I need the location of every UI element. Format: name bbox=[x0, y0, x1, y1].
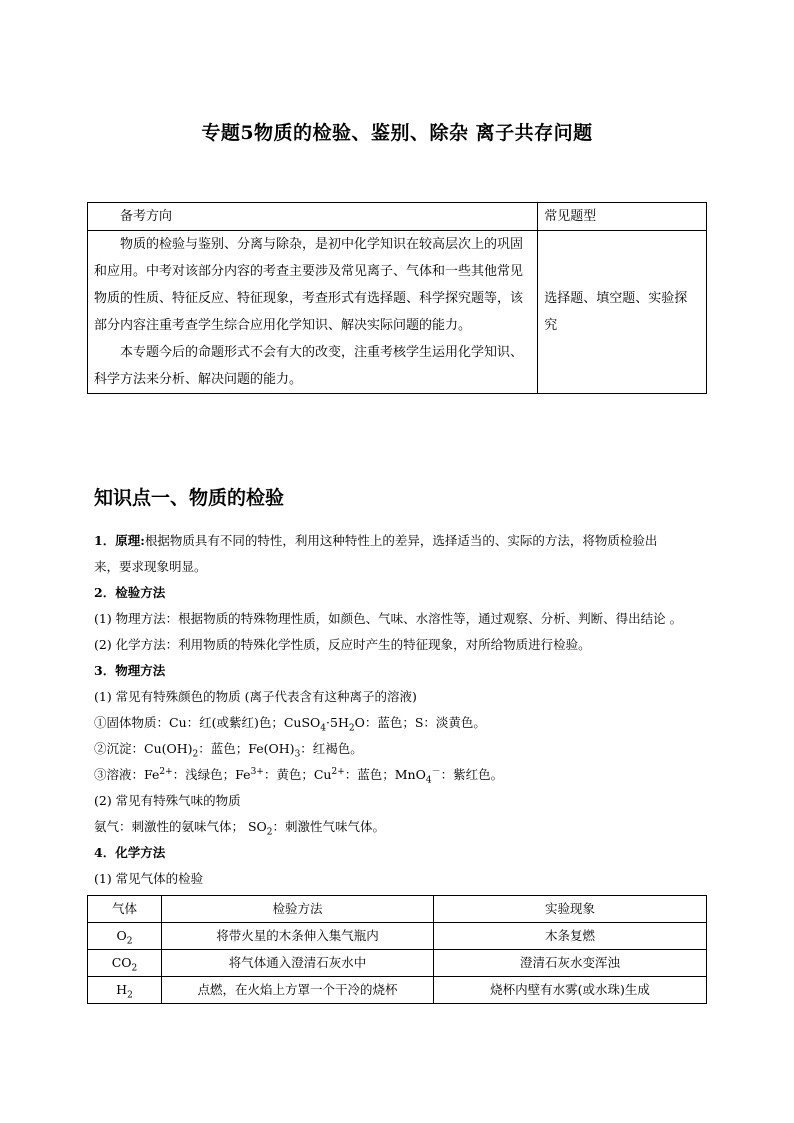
result-cell: 木条复燃 bbox=[434, 923, 707, 950]
gas-cell bbox=[88, 977, 162, 1004]
gas-cell bbox=[88, 923, 162, 950]
subscript: 2 bbox=[126, 936, 133, 947]
colored-substances-line: (1) 常见有特殊颜色的物质 (离子代表含有这种离子的溶液) bbox=[94, 689, 417, 704]
text-span: ③溶液：Fe bbox=[94, 767, 160, 782]
gas-formula: CO bbox=[111, 955, 132, 970]
page-title: 专题5物质的检验、鉴别、除杂 离子共存问题 bbox=[201, 122, 593, 144]
overview-table bbox=[87, 202, 707, 394]
text-span: ：紫红色。 bbox=[440, 767, 504, 782]
gas-cell bbox=[88, 950, 162, 977]
principle-line bbox=[94, 528, 714, 554]
text-span: ：刺激性气味气体。 bbox=[272, 819, 386, 834]
direction-paragraph-2: 本专题今后的命题形式不会有大的改变，注重考核学生运用化学知识、科学方法来分析、解决问题的能力。 bbox=[94, 345, 524, 387]
odor-substances-line: (2) 常见有特殊气味的物质 bbox=[94, 793, 241, 808]
result-cell: 澄清石灰水变浑浊 bbox=[434, 950, 707, 977]
result-cell: 烧杯内壁有水雾(或水珠)生成 bbox=[434, 977, 707, 1004]
heading-chemical: 4．化学方法 bbox=[94, 845, 166, 860]
solution-colors-line bbox=[94, 762, 714, 788]
superscript: 3+ bbox=[250, 766, 264, 777]
superscript: 2+ bbox=[331, 766, 345, 777]
superscript: － bbox=[431, 766, 441, 777]
gas-table-header bbox=[88, 896, 707, 923]
header-method: 检验方法 bbox=[162, 896, 434, 923]
header-direction: 备考方向 bbox=[88, 203, 538, 231]
gas-formula: H bbox=[116, 982, 128, 997]
header-types: 常见题型 bbox=[538, 203, 707, 231]
precipitate-colors-line bbox=[94, 736, 714, 762]
physical-method-line: (1) 物理方法：根据物质的特殊物理性质，如颜色、气味、水溶性等，通过观察、分析、判断、得出结论 。 bbox=[94, 611, 683, 626]
section-title: 知识点一、物质的检验 bbox=[94, 487, 285, 509]
text-span: O：蓝色；S：淡黄色。 bbox=[354, 715, 486, 730]
subscript: 4 bbox=[320, 723, 327, 734]
overview-header-row bbox=[88, 203, 707, 231]
text-span: ·5H bbox=[326, 715, 349, 730]
chemical-method-line: (2) 化学方法：利用物质的特殊化学性质，反应时产生的特征现象，对所给物质进行检验。 bbox=[94, 637, 591, 652]
text-span: ：红褐色。 bbox=[300, 741, 363, 756]
table-row bbox=[88, 923, 707, 950]
subscript: 2 bbox=[266, 827, 273, 838]
subscript: 4 bbox=[425, 775, 432, 786]
text-span: 氨气：刺激性的氨味气体； SO bbox=[94, 819, 267, 834]
text-span: ：黄色；Cu bbox=[263, 767, 332, 782]
direction-paragraph-1: 物质的检验与鉴别、分离与除杂，是初中化学知识在较高层次上的巩固和应用。中考对该部分内容的考查主要涉及常见离子、气体和一些其他常见物质的性质、特征反应、特征现象，考查形式有选择题、科学探究题等，该部分内容注重考查学生综合应用化学知识、解决实际问题的能力。 bbox=[94, 237, 524, 333]
gas-formula: O bbox=[116, 928, 127, 943]
solid-colors-line bbox=[94, 710, 714, 736]
subscript: 2 bbox=[127, 990, 133, 1001]
principle-cont: 来，要求现象明显。 bbox=[94, 559, 207, 574]
method-cell: 将气体通入澄清石灰水中 bbox=[162, 950, 434, 977]
gas-odor-line bbox=[94, 814, 714, 840]
header-result: 实验现象 bbox=[434, 896, 707, 923]
text-span: ②沉淀：Cu(OH) bbox=[94, 741, 193, 756]
text-span: ：浅绿色；Fe bbox=[172, 767, 251, 782]
subscript: 2 bbox=[192, 749, 199, 760]
heading-methods: 2．检验方法 bbox=[94, 585, 166, 600]
gas-test-line: (1) 常见气体的检验 bbox=[94, 871, 204, 886]
gas-test-table bbox=[87, 895, 707, 1004]
subscript: 3 bbox=[294, 749, 301, 760]
method-cell: 点燃，在火焰上方罩一个干冷的烧杯 bbox=[162, 977, 434, 1004]
text-span: ：蓝色；Fe(OH) bbox=[198, 741, 295, 756]
text-span: ①固体物质：Cu：红(或紫红)色；CuSO bbox=[94, 715, 321, 730]
header-gas: 气体 bbox=[88, 896, 162, 923]
principle-label: 1．原理: bbox=[94, 533, 145, 548]
subscript: 2 bbox=[131, 963, 138, 974]
method-cell: 将带火星的木条伸入集气瓶内 bbox=[162, 923, 434, 950]
subscript: 2 bbox=[348, 723, 355, 734]
table-row bbox=[88, 977, 707, 1004]
superscript: 2+ bbox=[159, 766, 173, 777]
types-cell: 选择题、填空题、实验探究 bbox=[538, 231, 707, 394]
direction-cell bbox=[88, 231, 538, 394]
knowledge-content bbox=[94, 528, 714, 892]
principle-text: 根据物质具有不同的特性，利用这种特性上的差异，选择适当的、实际的方法，将物质检验出 bbox=[144, 533, 658, 548]
table-row bbox=[88, 950, 707, 977]
text-span: ：蓝色；MnO bbox=[344, 767, 426, 782]
overview-body-row bbox=[88, 231, 707, 394]
heading-physical: 3．物理方法 bbox=[94, 663, 166, 678]
